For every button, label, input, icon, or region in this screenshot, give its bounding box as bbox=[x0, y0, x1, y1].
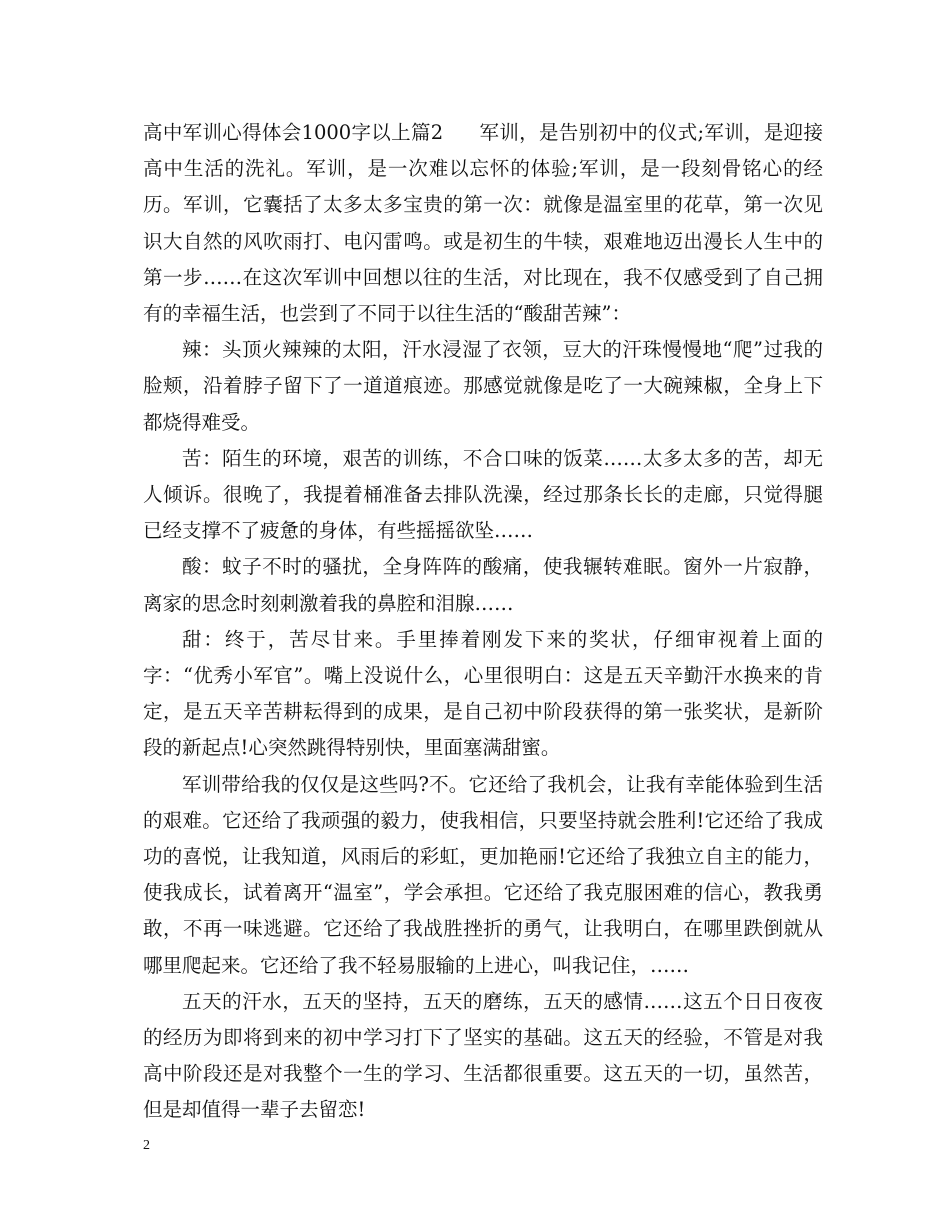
paragraph-sweet: 甜：终于，苦尽甘来。手里捧着刚发下来的奖状，仔细审视着上面的字：“优秀小军官”。嘴上没说什么，心里很明白：这是五天辛勤汗水换来的肯定，是五天辛苦耕耘得到的成果，是自己初中阶段获得的第一张奖状，是新阶段的新起点!心突然跳得特别快，里面塞满甜蜜。 bbox=[143, 627, 823, 760]
intro-paragraph bbox=[143, 115, 823, 332]
page-number: 2 bbox=[143, 1138, 150, 1153]
intro-text: 军训，是告别初中的仪式;军训，是迎接高中生活的洗礼。军训，是一次难以忘怀的体验;军训，是一段刻骨铭心的经历。军训，它囊括了太多太多宝贵的第一次：就像是温室里的花草，第一次见识大自然的风吹雨打、电闪雷鸣。或是初生的牛犊，艰难地迈出漫长人生中的第一步……在这次军训中回想以往的生活，对比现在，我不仅感受到了自己拥有的幸福生活，也尝到了不同于以往生活的“酸甜苦辣”： bbox=[143, 121, 823, 326]
paragraph-gains: 军训带给我的仅仅是这些吗?不。它还给了我机会，让我有幸能体验到生活的艰难。它还给了我顽强的毅力，使我相信，只要坚持就会胜利!它还给了我成功的喜悦，让我知道，风雨后的彩虹，更加艳丽!它还给了我独立自主的能力，使我成长，试着离开“温室”，学会承担。它还给了我克服困难的信心，教我勇敢，不再一味逃避。它还给了我战胜挫折的勇气，让我明白，在哪里跌倒就从哪里爬起来。它还给了我不轻易服输的上进心，叫我记住，…… bbox=[143, 772, 823, 977]
article-heading: 高中军训心得体会1000字以上篇2 bbox=[143, 121, 444, 144]
paragraph-conclusion: 五天的汗水，五天的坚持，五天的磨练，五天的感情……这五个日日夜夜的经历为即将到来的初中学习打下了坚实的基础。这五天的经验，不管是对我高中阶段还是对我整个一生的学习、生活都很重要。这五天的一切，虽然苦，但是却值得一辈子去留恋! bbox=[143, 989, 823, 1122]
paragraph-bitter: 苦：陌生的环境，艰苦的训练，不合口味的饭菜……太多太多的苦，却无人倾诉。很晚了，我提着桶准备去排队洗澡，经过那条长长的走廊，只觉得腿已经支撑不了疲惫的身体，有些摇摇欲坠…… bbox=[143, 446, 823, 543]
paragraph-sour: 酸：蚊子不时的骚扰，全身阵阵的酸痛，使我辗转难眠。窗外一片寂静，离家的思念时刻刺激着我的鼻腔和泪腺…… bbox=[143, 555, 823, 615]
paragraph-spicy: 辣：头顶火辣辣的太阳，汗水浸湿了衣领，豆大的汗珠慢慢地“爬”过我的脸颊，沿着脖子留下了一道道痕迹。那感觉就像是吃了一大碗辣椒，全身上下都烧得难受。 bbox=[143, 338, 823, 434]
document-body bbox=[143, 115, 823, 1129]
